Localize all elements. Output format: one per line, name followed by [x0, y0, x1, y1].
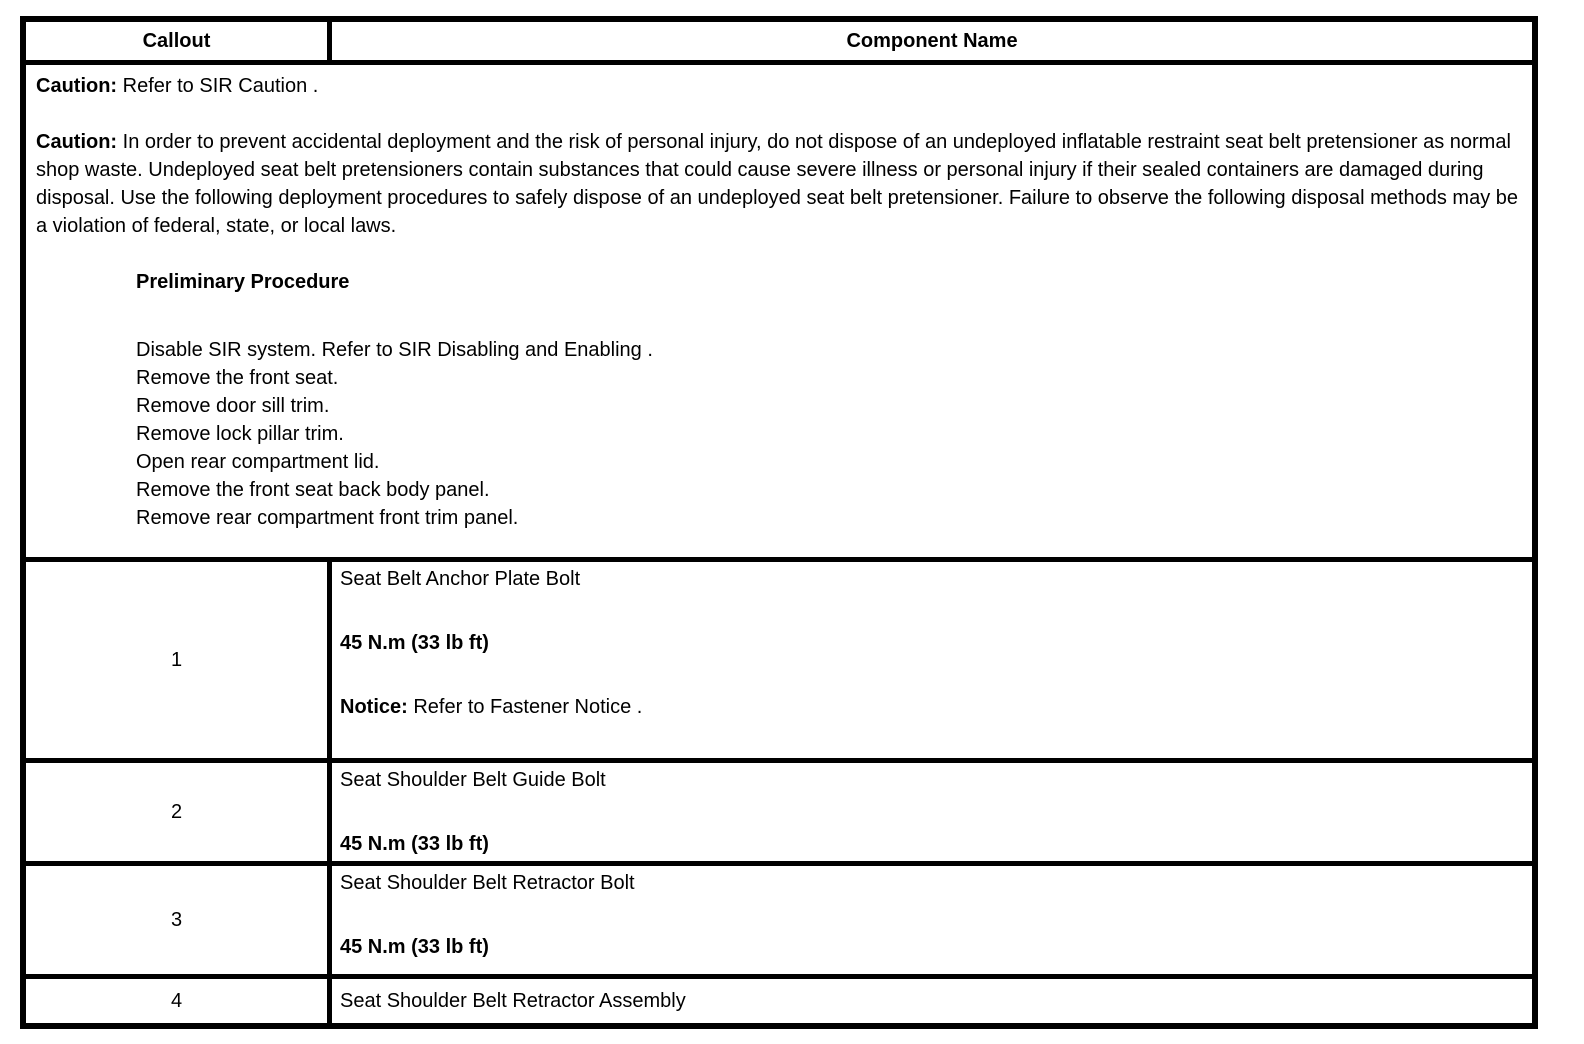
component-name: Seat Shoulder Belt Retractor Assembly: [340, 990, 686, 1012]
torque-spec: 45 N.m (33 lb ft): [340, 936, 489, 958]
step-line: Remove lock pillar trim.: [136, 423, 344, 445]
torque-spec: 45 N.m (33 lb ft): [340, 632, 489, 654]
parts-callout-table: [20, 16, 1538, 1029]
notice-label: Notice:: [340, 696, 408, 718]
callout-number: 2: [26, 763, 332, 861]
note-cell: [26, 65, 1532, 557]
component-cell: [332, 562, 1532, 758]
caution-long: [36, 128, 1522, 240]
table-row: [26, 861, 1532, 974]
preliminary-steps: [136, 336, 1522, 532]
callout-number: 1: [26, 562, 332, 758]
component-cell: [332, 866, 1532, 974]
callout-number: 4: [26, 979, 332, 1023]
torque-spec: 45 N.m (33 lb ft): [340, 833, 489, 855]
step-line: Remove rear compartment front trim panel.: [136, 507, 519, 529]
header-component-name: Component Name: [846, 29, 1018, 52]
step-line: Remove door sill trim.: [136, 395, 330, 417]
component-cell: [332, 979, 1532, 1023]
preliminary-procedure-title: Preliminary Procedure: [136, 271, 350, 293]
caution-long-text: In order to prevent accidental deployment and the risk of personal injury, do not dispose of an undeployed inflatable restraint seat belt pretensioner as normal shop waste. Undeployed seat belt pretensioners contain substances that could cause severe illness or personal injury if their sealed containers are damaged during disposal. Use the following deployment procedures to safely dispose of an undeployed seat belt pretensioner. Failure to observe the following disposal methods may be a violation of federal, state, or local laws.: [36, 131, 1518, 237]
header-callout: Callout: [26, 22, 332, 60]
callout-number: 3: [26, 866, 332, 974]
table-header-row: [26, 22, 1532, 60]
fastener-notice: [340, 693, 1524, 721]
step-line: Disable SIR system. Refer to SIR Disabling and Enabling .: [136, 339, 653, 361]
caution-short-text: Refer to SIR Caution .: [122, 75, 319, 97]
caution-long-label: Caution:: [36, 131, 118, 153]
component-name: Seat Shoulder Belt Guide Bolt: [340, 769, 606, 791]
component-name: Seat Belt Anchor Plate Bolt: [340, 568, 581, 590]
step-line: Remove the front seat back body panel.: [136, 479, 490, 501]
step-line: Open rear compartment lid.: [136, 451, 380, 473]
component-cell: [332, 763, 1532, 861]
caution-short-label: Caution:: [36, 75, 118, 97]
table-row: [26, 758, 1532, 861]
table-row: [26, 557, 1532, 758]
step-line: Remove the front seat.: [136, 367, 339, 389]
notice-text: Refer to Fastener Notice .: [413, 696, 643, 718]
component-name: Seat Shoulder Belt Retractor Bolt: [340, 872, 635, 894]
caution-short: [36, 72, 1522, 100]
table-row: [26, 974, 1532, 1023]
note-row: [26, 60, 1532, 557]
